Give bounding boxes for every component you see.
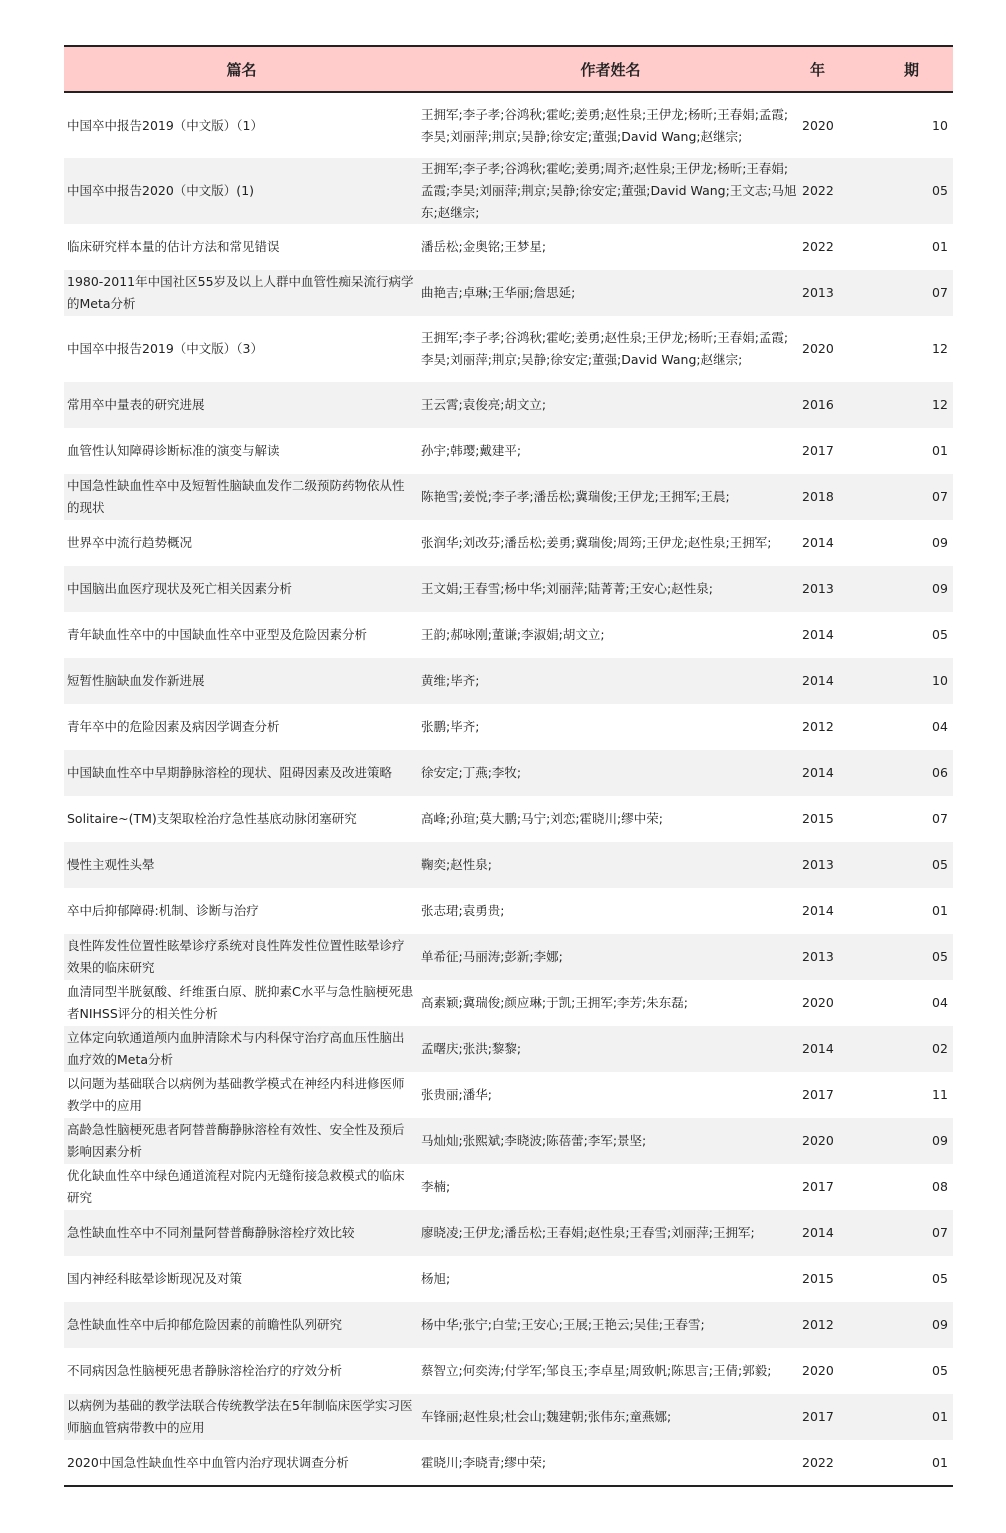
cell-year: 2016 <box>802 397 834 412</box>
cell-issue: 01 <box>932 1454 948 1470</box>
cell-year: 2013 <box>802 857 834 872</box>
cell-title: 中国卒中报告2019（中文版）（3） <box>67 341 264 356</box>
table-row <box>64 1302 953 1348</box>
cell-issue: 01 <box>932 239 948 254</box>
table-row <box>64 316 953 382</box>
cell-authors: 孟曙庆;张洪;黎黎; <box>421 1041 522 1056</box>
cell-issue: 05 <box>932 183 948 198</box>
cell-year: 2017 <box>802 443 834 458</box>
cell-title: Solitaire~(TM)支架取栓治疗急性基底动脉闭塞研究 <box>67 811 357 826</box>
cell-issue: 05 <box>932 627 948 642</box>
cell-title: 急性缺血性卒中不同剂量阿替普酶静脉溶栓疗效比较 <box>67 1225 355 1240</box>
cell-title: 血管性认知障碍诊断标准的演变与解读 <box>67 443 280 458</box>
cell-issue: 05 <box>932 1271 948 1286</box>
cell-title: 1980-2011年中国社区55岁及以上人群中血管性痴呆流行病学的Meta分析 <box>67 274 414 311</box>
table-row <box>64 980 953 1026</box>
cell-issue: 06 <box>932 765 948 780</box>
cell-title: 世界卒中流行趋势概况 <box>67 535 193 550</box>
cell-year: 2013 <box>802 949 834 964</box>
cell-authors: 马灿灿;张熙斌;李晓波;陈蓓蕾;李军;景坚; <box>421 1133 647 1148</box>
cell-authors: 王文娟;王春雪;杨中华;刘丽萍;陆菁菁;王安心;赵性泉; <box>421 581 713 596</box>
cell-issue: 07 <box>932 489 948 504</box>
cell-authors: 杨中华;张宁;白莹;王安心;王展;王艳云;吴佳;王春雪; <box>421 1317 705 1332</box>
cell-year: 2014 <box>802 535 834 550</box>
cell-year: 2013 <box>802 285 834 300</box>
header-issue: 期 <box>904 60 920 79</box>
cell-authors: 张志珺;袁勇贵; <box>421 903 505 918</box>
cell-issue: 07 <box>932 285 948 300</box>
cell-issue: 09 <box>932 535 948 550</box>
table-row <box>64 158 953 224</box>
cell-issue: 07 <box>932 1225 948 1240</box>
cell-title: 以问题为基础联合以病例为基础教学模式在神经内科进修医师教学中的应用 <box>67 1076 405 1113</box>
cell-title: 中国卒中报告2019（中文版）（1） <box>67 117 264 133</box>
cell-year: 2022 <box>802 183 834 198</box>
cell-year: 2020 <box>802 1133 834 1148</box>
cell-title: 2020中国急性缺血性卒中血管内治疗现状调查分析 <box>67 1454 349 1470</box>
cell-issue: 10 <box>932 673 948 688</box>
table-row <box>64 1348 953 1394</box>
table-row <box>64 1164 953 1210</box>
cell-authors: 李楠; <box>421 1179 451 1194</box>
cell-year: 2014 <box>802 1041 834 1056</box>
cell-title: 慢性主观性头晕 <box>67 857 155 872</box>
cell-authors: 王拥军;李子孝;谷鸿秋;霍屹;姜勇;周齐;赵性泉;王伊龙;杨昕;王春娟;孟霞;李昊;刘丽萍;荆京;吴静;徐安定;董强;David Wang;王文志;马旭东;赵继宗; <box>421 161 797 220</box>
table-row <box>64 520 953 566</box>
cell-title: 血清同型半胱氨酸、纤维蛋白原、胱抑素C水平与急性脑梗死患者NIHSS评分的相关性分析 <box>67 984 414 1021</box>
table-row <box>64 1394 953 1440</box>
cell-authors: 黄维;毕齐; <box>421 673 480 688</box>
cell-year: 2018 <box>802 489 834 504</box>
cell-authors: 霍晓川;李晓青;缪中荣; <box>421 1454 547 1470</box>
table-row <box>64 224 953 270</box>
table-row <box>64 1026 953 1072</box>
cell-issue: 04 <box>932 995 948 1010</box>
cell-authors: 鞠奕;赵性泉; <box>421 857 492 872</box>
cell-year: 2014 <box>802 765 834 780</box>
cell-authors: 车锋丽;赵性泉;杜会山;魏建朝;张伟东;童燕娜; <box>421 1409 672 1424</box>
table-row <box>64 1118 953 1164</box>
header-title: 篇名 <box>226 60 257 79</box>
cell-authors: 杨旭; <box>421 1271 451 1286</box>
cell-title: 优化缺血性卒中绿色通道流程对院内无缝衔接急救模式的临床研究 <box>67 1168 405 1205</box>
table-row <box>64 704 953 750</box>
cell-title: 短暂性脑缺血发作新进展 <box>67 673 205 688</box>
table-row <box>64 612 953 658</box>
cell-issue: 01 <box>932 903 948 918</box>
table-body <box>64 92 953 1486</box>
cell-issue: 09 <box>932 581 948 596</box>
cell-issue: 05 <box>932 857 948 872</box>
cell-authors: 蔡智立;何奕涛;付学军;邹良玉;李卓星;周致帆;陈思言;王倩;郭毅; <box>421 1363 772 1378</box>
table-row <box>64 934 953 980</box>
cell-year: 2022 <box>802 239 834 254</box>
cell-year: 2015 <box>802 1271 834 1286</box>
table-row <box>64 888 953 934</box>
cell-authors: 潘岳松;金奥铭;王梦星; <box>421 239 547 254</box>
cell-title: 青年卒中的危险因素及病因学调查分析 <box>67 719 280 734</box>
cell-title: 卒中后抑郁障碍:机制、诊断与治疗 <box>67 903 259 918</box>
header-year: 年 <box>810 60 826 79</box>
cell-issue: 11 <box>932 1087 948 1102</box>
cell-issue: 09 <box>932 1317 948 1332</box>
cell-year: 2014 <box>802 1225 834 1240</box>
header-authors: 作者姓名 <box>580 60 641 79</box>
table-row <box>64 474 953 520</box>
cell-year: 2022 <box>802 1454 834 1470</box>
cell-year: 2014 <box>802 673 834 688</box>
references-table-container <box>64 45 953 1487</box>
cell-issue: 12 <box>932 341 948 356</box>
cell-year: 2014 <box>802 627 834 642</box>
table-row <box>64 1072 953 1118</box>
cell-issue: 01 <box>932 443 948 458</box>
cell-authors: 王云霄;袁俊亮;胡文立; <box>421 397 547 412</box>
cell-authors: 高素颖;冀瑞俊;颜应琳;于凯;王拥军;李芳;朱东磊; <box>421 995 688 1010</box>
cell-authors: 徐安定;丁燕;李牧; <box>421 765 522 780</box>
cell-year: 2017 <box>802 1179 834 1194</box>
cell-issue: 05 <box>932 1363 948 1378</box>
cell-issue: 08 <box>932 1179 948 1194</box>
header-row <box>64 46 953 92</box>
table-row <box>64 1256 953 1302</box>
cell-year: 2014 <box>802 903 834 918</box>
cell-title: 不同病因急性脑梗死患者静脉溶栓治疗的疗效分析 <box>67 1363 343 1378</box>
cell-title: 青年缺血性卒中的中国缺血性卒中亚型及危险因素分析 <box>67 627 368 642</box>
cell-title: 中国缺血性卒中早期静脉溶栓的现状、阻碍因素及改进策略 <box>67 765 393 780</box>
table-row <box>64 842 953 888</box>
table-row <box>64 270 953 316</box>
cell-title: 高龄急性脑梗死患者阿替普酶静脉溶栓有效性、安全性及预后影响因素分析 <box>67 1122 405 1159</box>
cell-title: 急性缺血性卒中后抑郁危险因素的前瞻性队列研究 <box>67 1317 343 1332</box>
cell-authors: 陈艳雪;姜悦;李子孝;潘岳松;冀瑞俊;王伊龙;王拥军;王晨; <box>421 489 730 504</box>
cell-authors: 单希征;马丽涛;彭新;李娜; <box>421 949 563 964</box>
cell-issue: 04 <box>932 719 948 734</box>
table-row <box>64 750 953 796</box>
cell-title: 临床研究样本量的估计方法和常见错误 <box>67 239 280 254</box>
cell-authors: 张贵丽;潘华; <box>421 1087 492 1102</box>
cell-issue: 07 <box>932 811 948 826</box>
cell-title: 中国急性缺血性卒中及短暂性脑缺血发作二级预防药物依从性的现状 <box>67 478 405 515</box>
cell-authors: 王韵;郝咏刚;董谦;李淑娟;胡文立; <box>421 627 605 642</box>
cell-authors: 王拥军;李子孝;谷鸿秋;霍屹;姜勇;赵性泉;王伊龙;杨昕;王春娟;孟霞;李昊;刘丽萍;荆京;吴静;徐安定;董强;David Wang;赵继宗; <box>421 106 789 144</box>
cell-issue: 09 <box>932 1133 948 1148</box>
table-header <box>64 46 953 92</box>
table-row <box>64 92 953 158</box>
cell-title: 立体定向软通道颅内血肿清除术与内科保守治疗高血压性脑出血疗效的Meta分析 <box>67 1030 405 1067</box>
cell-authors: 孙宇;韩璎;戴建平; <box>421 443 522 458</box>
cell-title: 国内神经科眩晕诊断现况及对策 <box>67 1271 243 1286</box>
table-row <box>64 658 953 704</box>
cell-issue: 02 <box>932 1041 948 1056</box>
cell-issue: 12 <box>932 397 948 412</box>
cell-issue: 05 <box>932 949 948 964</box>
cell-issue: 10 <box>932 117 948 133</box>
table-row <box>64 1440 953 1486</box>
cell-year: 2012 <box>802 1317 834 1332</box>
cell-title: 中国脑出血医疗现状及死亡相关因素分析 <box>67 581 293 596</box>
cell-year: 2013 <box>802 581 834 596</box>
cell-year: 2012 <box>802 719 834 734</box>
cell-year: 2015 <box>802 811 834 826</box>
cell-year: 2020 <box>802 341 834 356</box>
cell-title: 以病例为基础的教学法联合传统教学法在5年制临床医学实习医师脑血管病带教中的应用 <box>67 1398 413 1435</box>
cell-authors: 曲艳吉;卓琳;王华丽;詹思延; <box>421 285 576 300</box>
cell-authors: 高峰;孙瑄;莫大鹏;马宁;刘恋;霍晓川;缪中荣; <box>421 811 663 826</box>
table-row <box>64 566 953 612</box>
cell-year: 2020 <box>802 995 834 1010</box>
references-table <box>64 45 953 1487</box>
cell-year: 2020 <box>802 1363 834 1378</box>
cell-authors: 张鹏;毕齐; <box>421 719 480 734</box>
table-row <box>64 382 953 428</box>
table-row <box>64 428 953 474</box>
cell-authors: 廖晓凌;王伊龙;潘岳松;王春娟;赵性泉;王春雪;刘丽萍;王拥军; <box>421 1225 755 1240</box>
cell-title: 良性阵发性位置性眩晕诊疗系统对良性阵发性位置性眩晕诊疗效果的临床研究 <box>67 938 405 975</box>
cell-title: 常用卒中量表的研究进展 <box>67 397 205 412</box>
cell-authors: 张润华;刘改芬;潘岳松;姜勇;冀瑞俊;周筠;王伊龙;赵性泉;王拥军; <box>421 535 772 550</box>
cell-title: 中国卒中报告2020（中文版）(1) <box>67 183 255 198</box>
cell-year: 2017 <box>802 1409 834 1424</box>
cell-issue: 01 <box>932 1409 948 1424</box>
cell-authors: 王拥军;李子孝;谷鸿秋;霍屹;姜勇;赵性泉;王伊龙;杨昕;王春娟;孟霞;李昊;刘丽萍;荆京;吴静;徐安定;董强;David Wang;赵继宗; <box>421 330 789 367</box>
cell-year: 2017 <box>802 1087 834 1102</box>
table-row <box>64 1210 953 1256</box>
table-row <box>64 796 953 842</box>
cell-year: 2020 <box>802 117 834 133</box>
